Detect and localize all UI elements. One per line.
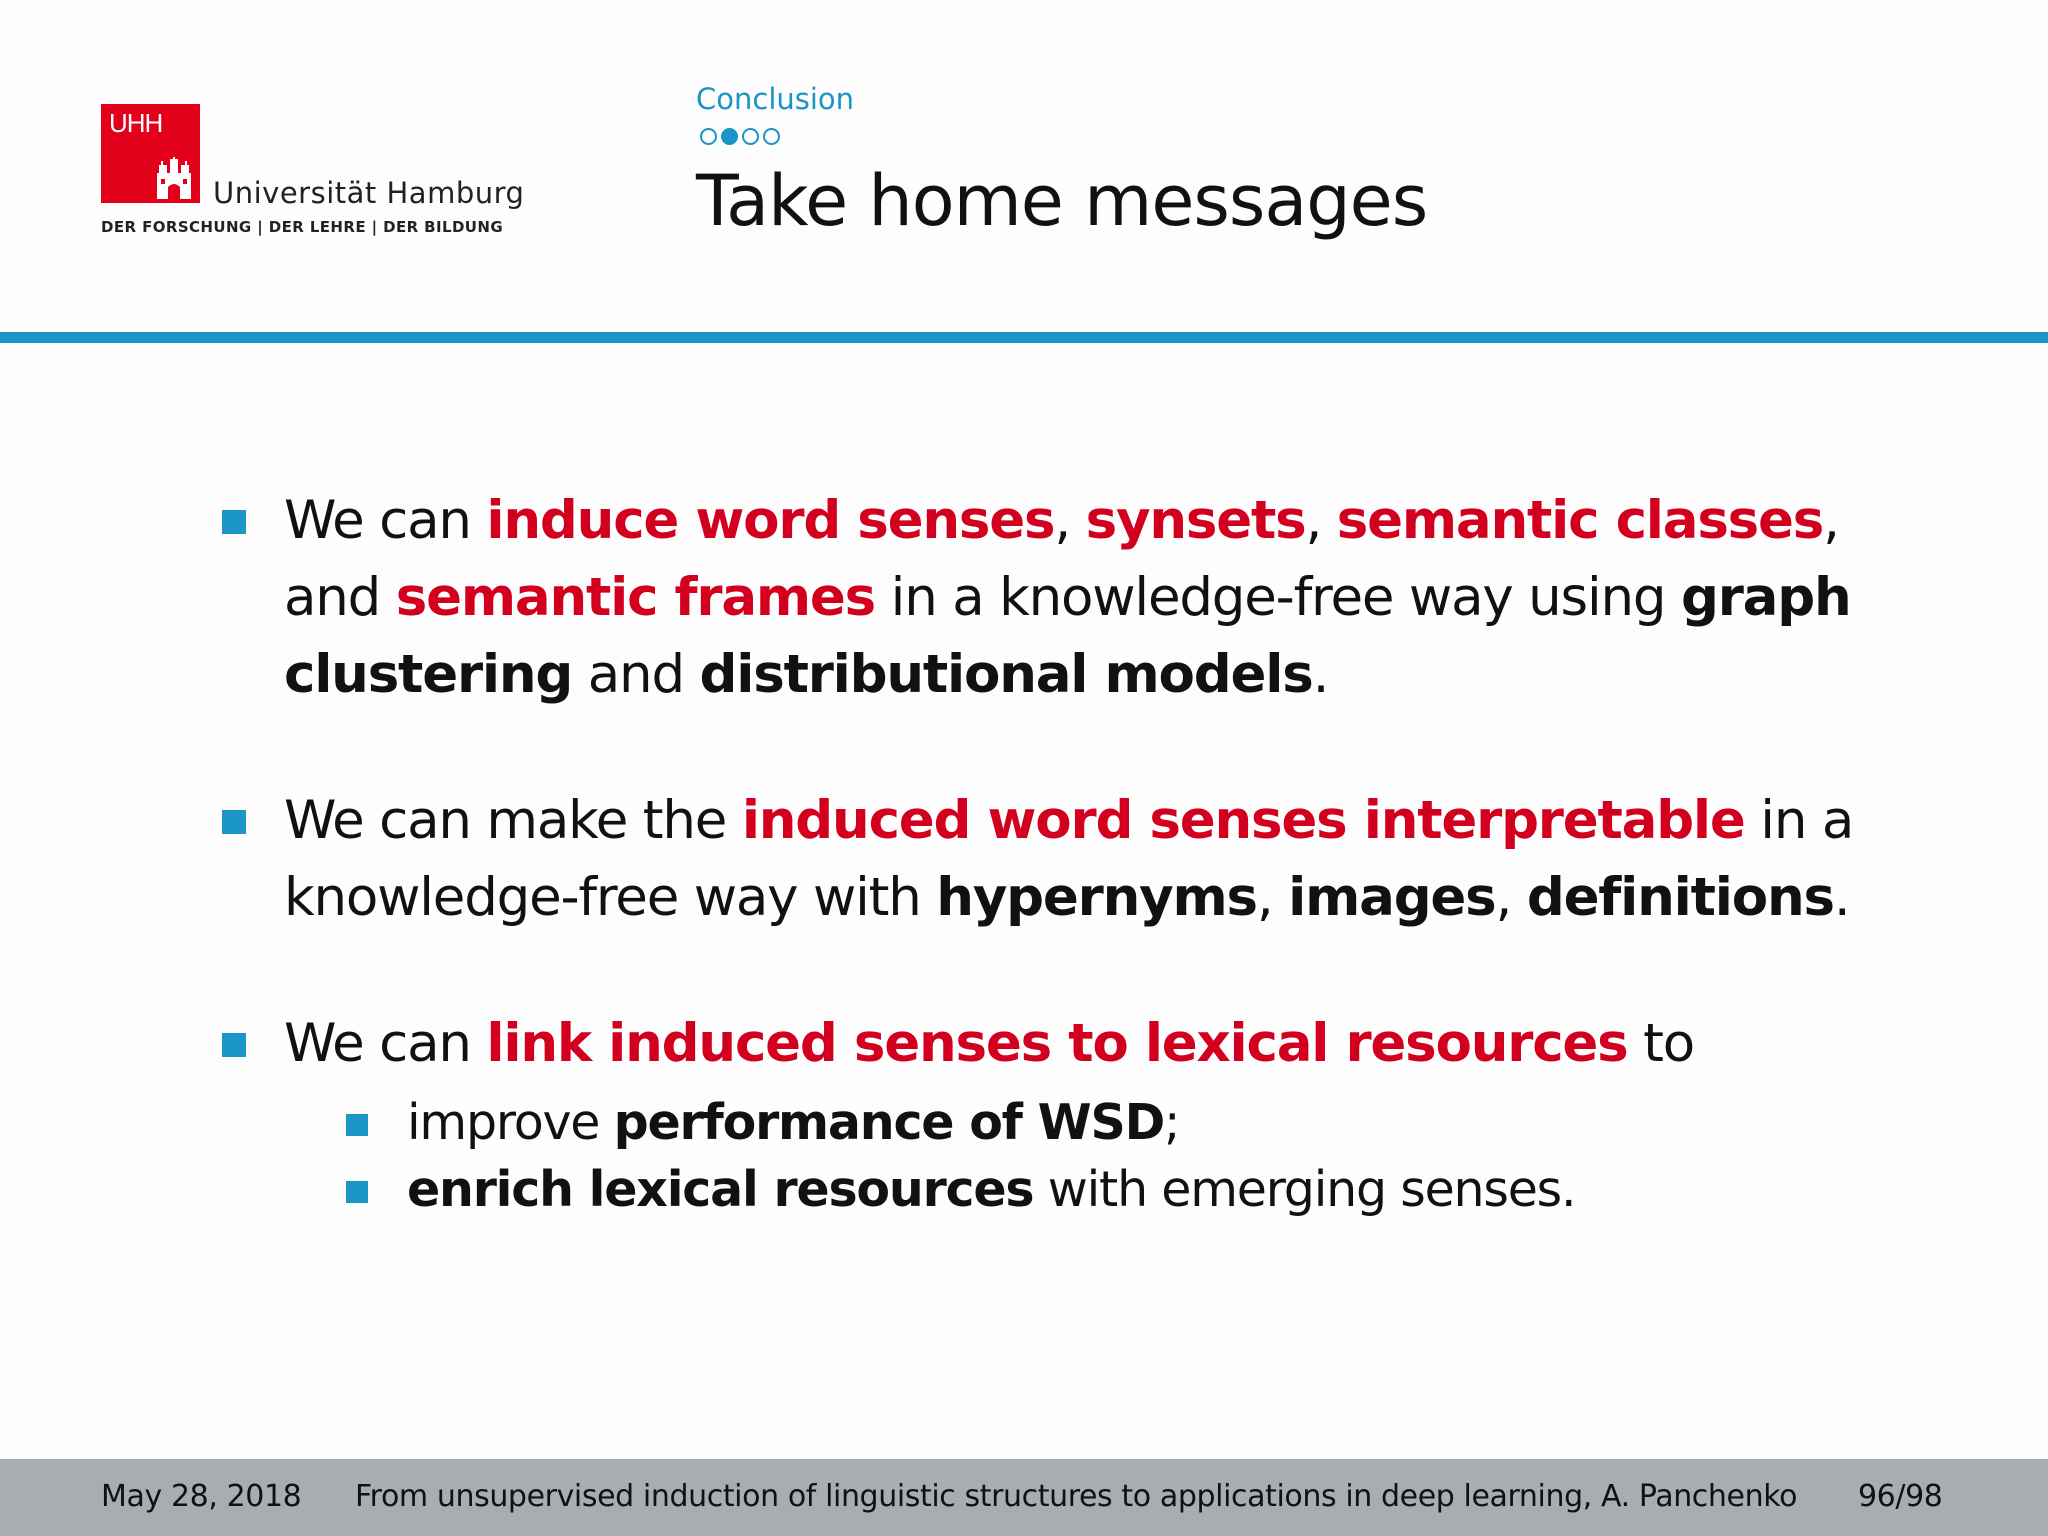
progress-dot-active-icon [721, 128, 738, 145]
bold-term: enrich lexical resources [407, 1161, 1034, 1218]
footer-page-number: 96/98 [1858, 1479, 1943, 1514]
university-name: Universität Hamburg [213, 176, 525, 210]
footer-bar [0, 1459, 2048, 1536]
logo-mark-text: UHH [109, 108, 163, 138]
university-tagline: DER FORSCHUNG | DER LEHRE | DER BILDUNG [101, 218, 504, 236]
bullet-text [284, 1005, 1864, 1082]
text-run: ; [1164, 1094, 1180, 1151]
text-run: We can [284, 490, 487, 551]
text-run: . [1312, 644, 1329, 705]
progress-dot-icon [742, 128, 759, 145]
sub-bullet-marker-icon [346, 1181, 368, 1203]
highlight-term: link induced senses to lexical resources [486, 1013, 1628, 1074]
highlight-term: synsets [1085, 490, 1306, 551]
bullet-marker-icon [222, 510, 246, 534]
text-run: in a knowledge-free way with [284, 790, 1854, 928]
bold-term: graph clustering [284, 567, 1851, 705]
text-run: improve [407, 1094, 614, 1151]
highlight-term: semantic classes [1336, 490, 1824, 551]
highlight-term: induce word senses [486, 490, 1055, 551]
text-run: , [1495, 867, 1527, 928]
text-run: , [1305, 490, 1337, 551]
highlight-term: semantic frames [395, 567, 876, 628]
bold-term: definitions [1526, 867, 1834, 928]
text-run: , [1256, 867, 1289, 928]
text-run: , and [284, 490, 1839, 628]
text-run: in a knowledge-free way using [875, 567, 1681, 628]
section-label: Conclusion [696, 82, 855, 116]
text-run: We can [284, 1013, 487, 1074]
text-run: to [1627, 1013, 1694, 1074]
sub-bullet-text [407, 1157, 1707, 1223]
bold-term: hypernyms [936, 867, 1257, 928]
castle-icon [155, 157, 193, 199]
sub-bullet-marker-icon [346, 1114, 368, 1136]
text-run: with emerging senses. [1033, 1161, 1576, 1218]
bold-term: distributional models [699, 644, 1313, 705]
text-run: . [1833, 867, 1850, 928]
bullet-marker-icon [222, 1033, 246, 1057]
text-run: and [572, 644, 700, 705]
text-run: We can make the [284, 790, 742, 851]
university-logo [101, 104, 200, 203]
bullet-text [284, 782, 1864, 936]
bullet-text [284, 482, 1864, 713]
bold-term: performance of WSD [613, 1094, 1165, 1151]
footer-talk-title: From unsupervised induction of linguistic structures to applications in deep learning, A. Panchenko [355, 1479, 1798, 1514]
sub-bullet-text [407, 1090, 1707, 1156]
progress-dots [700, 128, 780, 145]
progress-dot-icon [700, 128, 717, 145]
highlight-term: induced word senses interpretable [741, 790, 1745, 851]
bullet-marker-icon [222, 810, 246, 834]
footer-date: May 28, 2018 [101, 1479, 302, 1514]
bold-term: images [1288, 867, 1496, 928]
header-rule [0, 332, 2048, 343]
text-run: , [1054, 490, 1086, 551]
progress-dot-icon [763, 128, 780, 145]
slide-title: Take home messages [696, 160, 1428, 242]
